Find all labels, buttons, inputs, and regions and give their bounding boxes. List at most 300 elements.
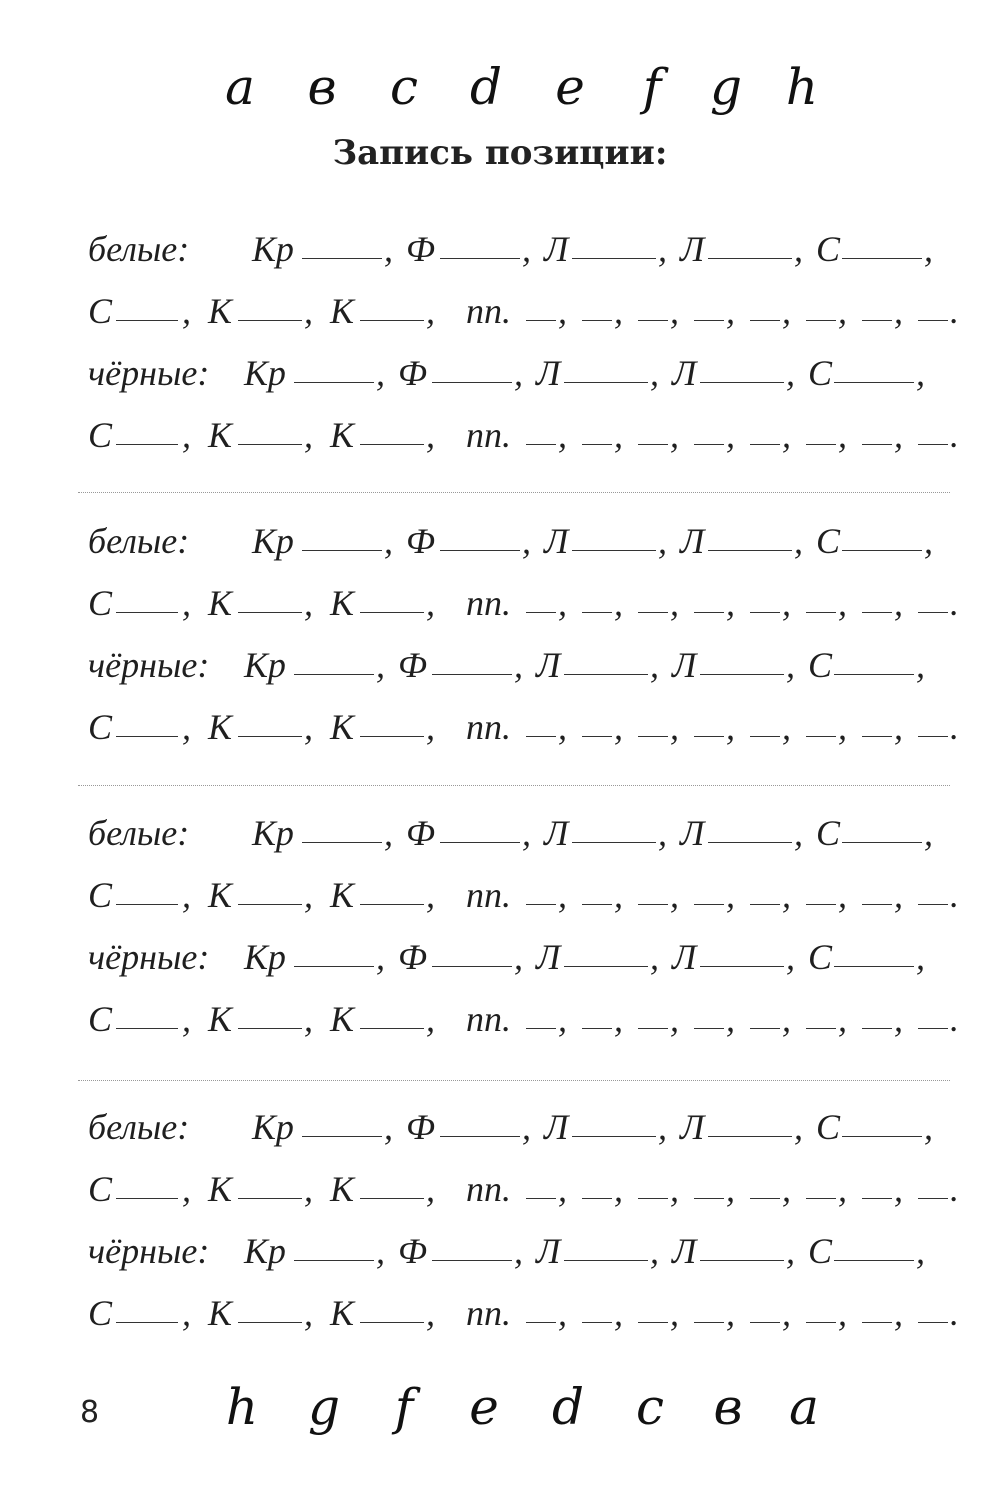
piece-queen: Ф	[398, 353, 427, 393]
piece-bishop: Л	[680, 813, 705, 853]
piece-bishop: Л	[544, 1107, 569, 1147]
answer-blank[interactable]	[238, 414, 302, 445]
comma: ,	[426, 999, 435, 1039]
comma: ,	[916, 937, 925, 977]
notation-row	[88, 520, 948, 570]
answer-blank[interactable]	[238, 998, 302, 1029]
notation-row	[88, 1106, 948, 1156]
answer-blank[interactable]	[806, 290, 836, 321]
comma: ,	[794, 229, 803, 269]
comma: ,	[794, 521, 803, 561]
answer-blank[interactable]	[360, 1168, 424, 1199]
answer-blank[interactable]	[582, 998, 612, 1029]
answer-blank[interactable]	[806, 874, 836, 905]
piece-knight: К	[208, 291, 232, 331]
comma: ,	[304, 707, 313, 747]
comma: ,	[384, 1107, 393, 1147]
answer-blank[interactable]	[918, 414, 948, 445]
answer-blank[interactable]	[360, 582, 424, 613]
side-label: белые:	[88, 1107, 190, 1147]
answer-blank[interactable]	[440, 812, 520, 843]
notation-row	[88, 1230, 948, 1280]
answer-blank[interactable]	[582, 290, 612, 321]
comma: ,	[558, 707, 567, 747]
answer-blank[interactable]	[440, 1106, 520, 1137]
answer-blank[interactable]	[582, 414, 612, 445]
pawns-label: пп.	[466, 999, 511, 1039]
answer-blank[interactable]	[116, 290, 178, 321]
pawns-label: пп.	[466, 1169, 511, 1209]
answer-blank[interactable]	[694, 1168, 724, 1199]
answer-blank[interactable]	[638, 582, 668, 613]
comma: ,	[670, 707, 679, 747]
answer-blank[interactable]	[238, 706, 302, 737]
piece-bishop: Л	[672, 937, 697, 977]
answer-blank[interactable]	[294, 352, 374, 383]
comma: ,	[726, 1293, 735, 1333]
answer-blank[interactable]	[694, 290, 724, 321]
comma: ,	[726, 999, 735, 1039]
piece-bishop: Л	[680, 521, 705, 561]
piece-bishop: Л	[536, 645, 561, 685]
answer-blank[interactable]	[526, 874, 556, 905]
answer-blank[interactable]	[582, 706, 612, 737]
answer-blank[interactable]	[700, 644, 784, 675]
answer-blank[interactable]	[294, 936, 374, 967]
answer-blank[interactable]	[582, 874, 612, 905]
answer-blank[interactable]	[302, 812, 382, 843]
answer-blank[interactable]	[918, 998, 948, 1029]
period: .	[950, 415, 959, 455]
answer-blank[interactable]	[526, 1168, 556, 1199]
pawns-label: пп.	[466, 415, 511, 455]
comma: ,	[614, 415, 623, 455]
answer-blank[interactable]	[918, 1292, 948, 1323]
notation-row	[88, 644, 948, 694]
comma: ,	[786, 353, 795, 393]
answer-blank[interactable]	[572, 812, 656, 843]
answer-blank[interactable]	[862, 998, 892, 1029]
comma: ,	[384, 229, 393, 269]
answer-blank[interactable]	[834, 936, 914, 967]
comma: ,	[924, 521, 933, 561]
answer-blank[interactable]	[694, 998, 724, 1029]
period: .	[950, 583, 959, 623]
answer-blank[interactable]	[582, 1168, 612, 1199]
answer-blank[interactable]	[638, 706, 668, 737]
answer-blank[interactable]	[440, 520, 520, 551]
answer-blank[interactable]	[238, 874, 302, 905]
answer-blank[interactable]	[360, 998, 424, 1029]
answer-blank[interactable]	[116, 414, 178, 445]
answer-blank[interactable]	[526, 290, 556, 321]
piece-queen: Ф	[398, 1231, 427, 1271]
answer-blank[interactable]	[116, 874, 178, 905]
answer-blank[interactable]	[302, 1106, 382, 1137]
piece-bishop: Л	[680, 1107, 705, 1147]
piece-rook: С	[88, 1293, 113, 1333]
comma: ,	[182, 415, 191, 455]
answer-blank[interactable]	[638, 998, 668, 1029]
answer-blank[interactable]	[750, 1168, 780, 1199]
file-letter: d	[551, 1378, 585, 1436]
piece-knight: К	[330, 415, 354, 455]
piece-bishop: Л	[672, 1231, 697, 1271]
file-letter: f	[394, 1378, 414, 1436]
comma: ,	[658, 521, 667, 561]
piece-rook: С	[808, 645, 833, 685]
answer-blank[interactable]	[750, 998, 780, 1029]
piece-knight: К	[208, 707, 232, 747]
comma: ,	[838, 291, 847, 331]
comma: ,	[894, 291, 903, 331]
answer-blank[interactable]	[582, 582, 612, 613]
answer-blank[interactable]	[432, 352, 512, 383]
answer-blank[interactable]	[694, 414, 724, 445]
comma: ,	[894, 875, 903, 915]
comma: ,	[304, 291, 313, 331]
comma: ,	[838, 875, 847, 915]
comma: ,	[894, 1169, 903, 1209]
side-label: чёрные:	[88, 1231, 210, 1271]
answer-blank[interactable]	[432, 936, 512, 967]
answer-blank[interactable]	[750, 874, 780, 905]
side-label: белые:	[88, 229, 190, 269]
answer-blank[interactable]	[638, 1292, 668, 1323]
answer-blank[interactable]	[360, 874, 424, 905]
comma: ,	[782, 1169, 791, 1209]
notation-row	[88, 228, 948, 278]
comma: ,	[894, 1293, 903, 1333]
side-label: чёрные:	[88, 937, 210, 977]
comma: ,	[794, 1107, 803, 1147]
comma: ,	[650, 353, 659, 393]
answer-blank[interactable]	[862, 290, 892, 321]
answer-blank[interactable]	[238, 1292, 302, 1323]
piece-bishop: Л	[680, 229, 705, 269]
piece-knight: К	[208, 1293, 232, 1333]
comma: ,	[924, 813, 933, 853]
comma: ,	[658, 1107, 667, 1147]
answer-blank[interactable]	[526, 582, 556, 613]
answer-blank[interactable]	[360, 290, 424, 321]
piece-queen: Ф	[406, 229, 435, 269]
answer-blank[interactable]	[564, 936, 648, 967]
answer-blank[interactable]	[806, 414, 836, 445]
answer-blank[interactable]	[842, 228, 922, 259]
answer-blank[interactable]	[862, 1292, 892, 1323]
answer-blank[interactable]	[750, 1292, 780, 1323]
comma: ,	[782, 583, 791, 623]
answer-blank[interactable]	[918, 290, 948, 321]
answer-blank[interactable]	[842, 520, 922, 551]
answer-blank[interactable]	[806, 1292, 836, 1323]
answer-blank[interactable]	[238, 290, 302, 321]
comma: ,	[916, 353, 925, 393]
notation-row	[88, 582, 959, 632]
comma: ,	[558, 291, 567, 331]
notation-row	[88, 874, 959, 924]
comma: ,	[304, 583, 313, 623]
answer-blank[interactable]	[638, 414, 668, 445]
notation-row	[88, 352, 948, 402]
answer-blank[interactable]	[862, 414, 892, 445]
answer-blank[interactable]	[708, 812, 792, 843]
comma: ,	[894, 415, 903, 455]
piece-bishop: Л	[672, 353, 697, 393]
file-letter: c	[635, 1378, 665, 1436]
answer-blank[interactable]	[694, 706, 724, 737]
answer-blank[interactable]	[572, 520, 656, 551]
answer-blank[interactable]	[842, 812, 922, 843]
comma: ,	[522, 229, 531, 269]
answer-blank[interactable]	[302, 228, 382, 259]
answer-blank[interactable]	[834, 644, 914, 675]
dotted-separator	[78, 492, 950, 493]
answer-blank[interactable]	[918, 706, 948, 737]
answer-blank[interactable]	[694, 1292, 724, 1323]
answer-blank[interactable]	[918, 582, 948, 613]
answer-blank[interactable]	[834, 352, 914, 383]
comma: ,	[726, 415, 735, 455]
pawns-label: пп.	[466, 291, 511, 331]
answer-blank[interactable]	[842, 1106, 922, 1137]
piece-rook: С	[816, 1107, 841, 1147]
answer-blank[interactable]	[750, 414, 780, 445]
piece-rook: С	[808, 937, 833, 977]
comma: ,	[558, 999, 567, 1039]
period: .	[950, 875, 959, 915]
answer-blank[interactable]	[238, 1168, 302, 1199]
comma: ,	[786, 645, 795, 685]
comma: ,	[182, 1293, 191, 1333]
comma: ,	[670, 583, 679, 623]
answer-blank[interactable]	[302, 520, 382, 551]
answer-blank[interactable]	[572, 228, 656, 259]
files-row-top	[0, 58, 1000, 128]
answer-blank[interactable]	[700, 1230, 784, 1261]
answer-blank[interactable]	[564, 352, 648, 383]
comma: ,	[894, 583, 903, 623]
piece-bishop: Л	[672, 645, 697, 685]
pawns-label: пп.	[466, 707, 511, 747]
piece-knight: К	[208, 415, 232, 455]
comma: ,	[614, 875, 623, 915]
comma: ,	[614, 583, 623, 623]
answer-blank[interactable]	[750, 290, 780, 321]
piece-rook: С	[808, 1231, 833, 1271]
side-label: чёрные:	[88, 353, 210, 393]
answer-blank[interactable]	[708, 1106, 792, 1137]
comma: ,	[182, 583, 191, 623]
file-letter: h	[785, 58, 819, 116]
comma: ,	[614, 291, 623, 331]
answer-blank[interactable]	[360, 1292, 424, 1323]
comma: ,	[670, 1169, 679, 1209]
file-letter: a	[225, 58, 255, 116]
answer-blank[interactable]	[862, 582, 892, 613]
answer-blank[interactable]	[294, 644, 374, 675]
file-letter: a	[789, 1378, 819, 1436]
dotted-separator	[78, 785, 950, 786]
file-letter: g	[307, 1378, 341, 1436]
file-letter: e	[555, 58, 585, 116]
piece-rook: С	[88, 1169, 113, 1209]
notation-row	[88, 1292, 959, 1342]
comma: ,	[670, 1293, 679, 1333]
comma: ,	[182, 291, 191, 331]
answer-blank[interactable]	[526, 1292, 556, 1323]
comma: ,	[182, 875, 191, 915]
answer-blank[interactable]	[694, 582, 724, 613]
piece-king: Кр	[252, 1107, 294, 1147]
comma: ,	[426, 1169, 435, 1209]
comma: ,	[426, 291, 435, 331]
answer-blank[interactable]	[862, 874, 892, 905]
answer-blank[interactable]	[294, 1230, 374, 1261]
comma: ,	[726, 707, 735, 747]
answer-blank[interactable]	[862, 1168, 892, 1199]
period: .	[950, 1293, 959, 1333]
comma: ,	[614, 999, 623, 1039]
answer-blank[interactable]	[806, 706, 836, 737]
comma: ,	[916, 645, 925, 685]
comma: ,	[838, 707, 847, 747]
comma: ,	[782, 875, 791, 915]
comma: ,	[514, 645, 523, 685]
comma: ,	[426, 583, 435, 623]
page-number: 8	[80, 1395, 100, 1430]
comma: ,	[522, 813, 531, 853]
answer-blank[interactable]	[432, 1230, 512, 1261]
answer-blank[interactable]	[918, 1168, 948, 1199]
comma: ,	[838, 1293, 847, 1333]
notation-row	[88, 290, 959, 340]
side-label: белые:	[88, 521, 190, 561]
piece-bishop: Л	[536, 937, 561, 977]
comma: ,	[726, 583, 735, 623]
answer-blank[interactable]	[116, 998, 178, 1029]
comma: ,	[558, 1169, 567, 1209]
answer-blank[interactable]	[806, 1168, 836, 1199]
file-letter: h	[225, 1378, 259, 1436]
answer-blank[interactable]	[750, 582, 780, 613]
answer-blank[interactable]	[564, 1230, 648, 1261]
answer-blank[interactable]	[638, 1168, 668, 1199]
answer-blank[interactable]	[834, 1230, 914, 1261]
pawns-label: пп.	[466, 875, 511, 915]
answer-blank[interactable]	[708, 228, 792, 259]
piece-rook: С	[816, 229, 841, 269]
piece-queen: Ф	[398, 645, 427, 685]
piece-bishop: Л	[544, 813, 569, 853]
answer-blank[interactable]	[360, 414, 424, 445]
comma: ,	[514, 1231, 523, 1271]
answer-blank[interactable]	[694, 874, 724, 905]
file-letter: e	[469, 1378, 499, 1436]
piece-knight: К	[330, 583, 354, 623]
comma: ,	[838, 583, 847, 623]
period: .	[950, 1169, 959, 1209]
piece-knight: К	[330, 875, 354, 915]
comma: ,	[304, 1293, 313, 1333]
answer-blank[interactable]	[116, 1168, 178, 1199]
answer-blank[interactable]	[526, 706, 556, 737]
answer-blank[interactable]	[750, 706, 780, 737]
answer-blank[interactable]	[708, 520, 792, 551]
dotted-separator	[78, 1080, 950, 1081]
piece-bishop: Л	[536, 353, 561, 393]
answer-blank[interactable]	[700, 352, 784, 383]
answer-blank[interactable]	[526, 414, 556, 445]
notation-row	[88, 812, 948, 862]
piece-rook: С	[88, 707, 113, 747]
comma: ,	[558, 415, 567, 455]
comma: ,	[782, 1293, 791, 1333]
answer-blank[interactable]	[572, 1106, 656, 1137]
answer-blank[interactable]	[582, 1292, 612, 1323]
piece-knight: К	[330, 1169, 354, 1209]
period: .	[950, 707, 959, 747]
comma: ,	[838, 415, 847, 455]
notation-row	[88, 706, 959, 756]
comma: ,	[522, 521, 531, 561]
comma: ,	[426, 415, 435, 455]
answer-blank[interactable]	[806, 582, 836, 613]
piece-queen: Ф	[406, 813, 435, 853]
answer-blank[interactable]	[918, 874, 948, 905]
comma: ,	[558, 583, 567, 623]
piece-rook: С	[816, 521, 841, 561]
answer-blank[interactable]	[440, 228, 520, 259]
comma: ,	[726, 875, 735, 915]
comma: ,	[522, 1107, 531, 1147]
comma: ,	[304, 415, 313, 455]
answer-blank[interactable]	[526, 998, 556, 1029]
comma: ,	[670, 999, 679, 1039]
comma: ,	[614, 707, 623, 747]
comma: ,	[786, 1231, 795, 1271]
answer-blank[interactable]	[806, 998, 836, 1029]
answer-blank[interactable]	[700, 936, 784, 967]
answer-blank[interactable]	[360, 706, 424, 737]
piece-king: Кр	[244, 937, 286, 977]
piece-queen: Ф	[406, 521, 435, 561]
comma: ,	[838, 999, 847, 1039]
answer-blank[interactable]	[116, 706, 178, 737]
piece-bishop: Л	[544, 521, 569, 561]
answer-blank[interactable]	[116, 582, 178, 613]
answer-blank[interactable]	[638, 874, 668, 905]
answer-blank[interactable]	[862, 706, 892, 737]
answer-blank[interactable]	[638, 290, 668, 321]
comma: ,	[304, 875, 313, 915]
notation-row	[88, 1168, 959, 1218]
comma: ,	[614, 1293, 623, 1333]
comma: ,	[782, 415, 791, 455]
answer-blank[interactable]	[432, 644, 512, 675]
answer-blank[interactable]	[116, 1292, 178, 1323]
piece-knight: К	[208, 875, 232, 915]
answer-blank[interactable]	[564, 644, 648, 675]
piece-king: Кр	[252, 813, 294, 853]
file-letter: g	[709, 58, 743, 116]
piece-king: Кр	[244, 1231, 286, 1271]
piece-bishop: Л	[536, 1231, 561, 1271]
answer-blank[interactable]	[238, 582, 302, 613]
comma: ,	[514, 937, 523, 977]
piece-knight: К	[208, 583, 232, 623]
